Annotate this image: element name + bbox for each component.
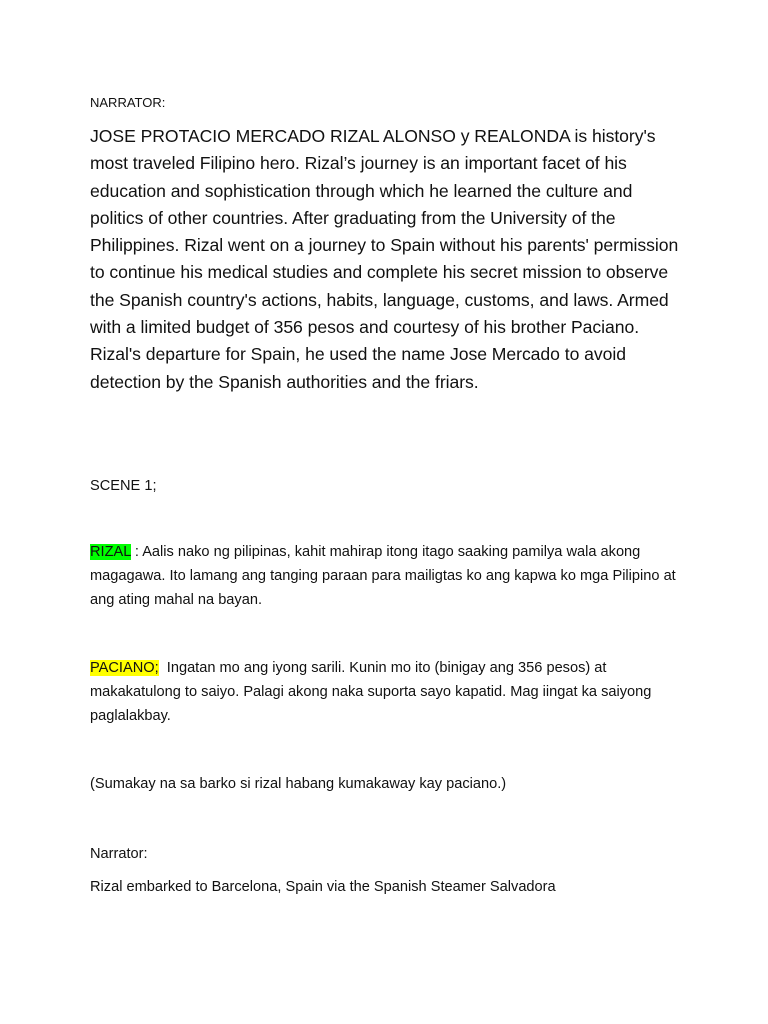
closing-line: Rizal embarked to Barcelona, Spain via the Spanish Steamer Salvadora [90,879,556,895]
speaker-paciano: PACIANO; [90,660,159,676]
stage-direction: (Sumakay na sa barko si rizal habang kumakaway kay paciano.) [90,776,507,792]
speaker-separator [159,660,167,676]
intro-paragraph: JOSE PROTACIO MERCADO RIZAL ALONSO y REALONDA is history's most traveled Filipino hero. Rizal’s journey is an important facet of his education and sophistication through which he learned the culture and politics of other countries. After graduating from the University of the Philippines. Rizal went on a journey to Spain without his parents' permission to continue his medical studies and complete his secret mission to observe the Spanish country's actions, habits, language, customs, and laws. Armed with a limited budget of 356 pesos and courtesy of his brother Paciano. Rizal's departure for Spain, he used the name Jose Mercado to avoid detection by the Spanish authorities and the friars. [90,126,679,392]
narrator-label-2: Narrator: [90,846,148,862]
narrator-label-1: NARRATOR: [90,95,166,110]
dialogue-paciano [90,656,680,728]
speaker-separator: : [130,544,143,560]
speaker-rizal: RIZAL [90,544,131,560]
scene-heading: SCENE 1; [90,478,157,494]
dialogue-rizal [90,540,685,612]
dialogue-text-paciano: Ingatan mo ang iyong sarili. Kunin mo ito (binigay ang 356 pesos) at makakatulong to saiyo. Palagi akong naka suporta sayo kapatid. Mag iingat ka saiyong paglalakbay. [90,660,652,724]
dialogue-text-rizal: Aalis nako ng pilipinas, kahit mahirap itong itago saaking pamilya wala akong magagawa. Ito lamang ang tanging paraan para mailigtas ko ang kapwa ko mga Pilipino at ang ating mahal na bayan. [90,544,676,608]
